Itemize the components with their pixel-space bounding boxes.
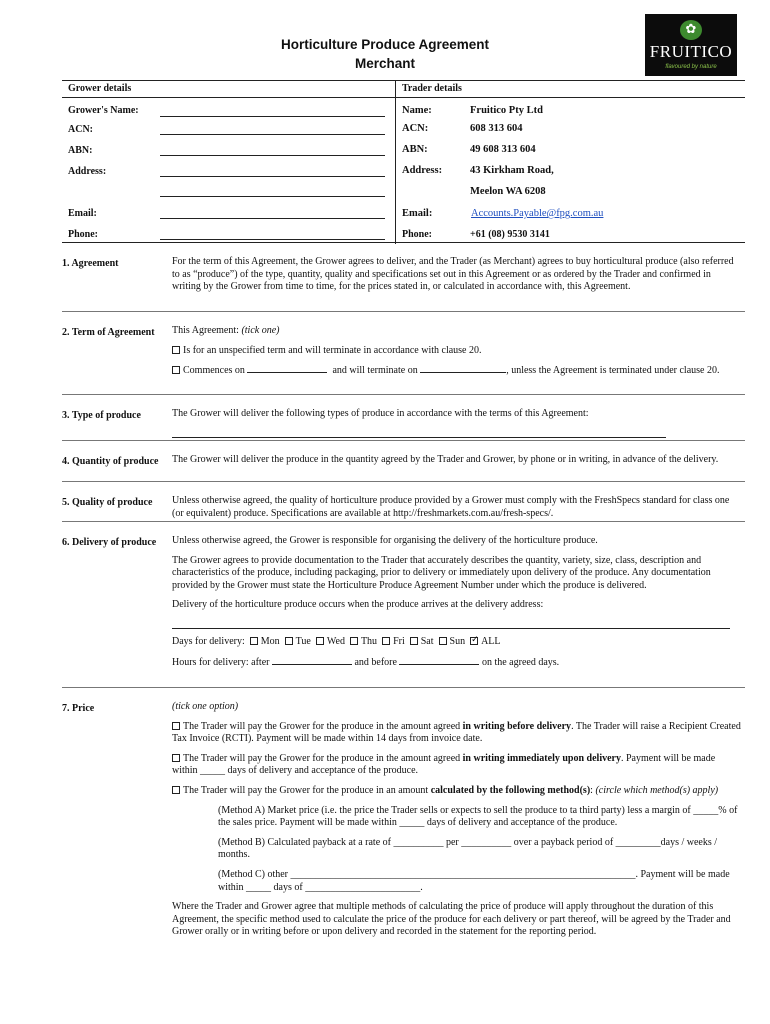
section-body: Unless otherwise agreed, the quality of horticulture produce provided by a Grower must comply with the FreshSpecs standard for class one (or equivalent) produce. Specifications are available at http://freshmarkets.com.au/fresh-specs/.	[172, 495, 730, 519]
grower-address-label: Address:	[68, 166, 107, 177]
fruitico-logo	[645, 14, 737, 76]
section-delivery	[62, 522, 745, 688]
logo-tagline: flavoured by nature	[665, 64, 717, 70]
leaf-icon: ✿	[680, 20, 702, 40]
trader-name-value: Fruitico Pty Ltd	[470, 105, 543, 116]
price-before-delivery-checkbox[interactable]	[172, 722, 180, 730]
day-thu-checkbox[interactable]	[350, 637, 358, 645]
trader-phone-label: Phone:	[402, 229, 432, 240]
term-unspecified-checkbox[interactable]	[172, 346, 180, 354]
day-wed-checkbox[interactable]	[316, 637, 324, 645]
hours-after-field[interactable]	[272, 656, 352, 665]
day-mon-checkbox[interactable]	[250, 637, 258, 645]
document-subtitle: Merchant	[354, 56, 415, 71]
trader-phone-value: +61 (08) 9530 3141	[470, 229, 550, 240]
parties-details-table	[62, 80, 745, 243]
grower-phone-label: Phone:	[68, 229, 98, 240]
grower-address-field-2[interactable]	[160, 196, 385, 197]
trader-address-line1: 43 Kirkham Road,	[470, 165, 554, 176]
trader-abn-value: 49 608 313 604	[470, 144, 536, 155]
trader-email-link[interactable]: Accounts.Payable@fpg.com.au	[471, 208, 604, 219]
section-type-of-produce	[62, 395, 745, 441]
day-sat-checkbox[interactable]	[410, 637, 418, 645]
section-body: For the term of this Agreement, the Grower agrees to deliver, and the Trader (as Merchant) agrees to buy horticultural produce (also referred to as “produce”) of the type, quantity, quality and specifications set out in this Agreement or as ordered by the Trader and confirmed in writing by the Grower from time to time, for the prices stated in, or calculated in accordance with, this Agreement.	[172, 256, 734, 293]
price-calculated-checkbox[interactable]	[172, 786, 180, 794]
produce-type-field[interactable]	[172, 428, 666, 438]
section-body: The Grower will deliver the following types of produce in accordance with the terms of this Agreement:	[172, 408, 742, 445]
grower-acn-field[interactable]	[160, 134, 385, 135]
section-label: 6. Delivery of produce	[62, 537, 157, 548]
trader-address-line2: Meelon WA 6208	[470, 186, 546, 197]
grower-email-field[interactable]	[160, 218, 385, 219]
trader-acn-label: ACN:	[402, 123, 429, 134]
section-label: 7. Price	[62, 703, 95, 714]
trader-abn-label: ABN:	[402, 144, 428, 155]
day-tue-checkbox[interactable]	[285, 637, 293, 645]
price-upon-delivery-checkbox[interactable]	[172, 754, 180, 762]
trader-name-label: Name:	[402, 105, 432, 116]
logo-wordmark: FRUITICO	[649, 42, 733, 61]
section-agreement	[62, 243, 745, 312]
day-all-checkbox[interactable]	[470, 637, 478, 645]
terminate-date-field[interactable]	[420, 364, 506, 373]
section-body: This Agreement: (tick one) Is for an unspecified term and will terminate in accordance with clause 20. Commences on and will terminate on , unless the Agreement is terminated under clause 20.	[172, 325, 720, 377]
grower-name-field[interactable]	[160, 116, 385, 117]
section-body: The Grower will deliver the produce in the quantity agreed by the Trader and Grower, by phone or in writing, in advance of the delivery.	[172, 454, 719, 465]
grower-address-field-1[interactable]	[160, 176, 385, 177]
method-a: (Method A) Market price (i.e. the price the Trader sells or expects to sell the produce to ta third party) less a margin of _____% of the sales price. Payment will be made within _____ days of delivery and acceptance of the produce.	[218, 804, 738, 829]
section-price	[62, 688, 745, 988]
grower-email-label: Email:	[68, 208, 97, 219]
grower-acn-label: ACN:	[68, 124, 93, 135]
document-title: Horticulture Produce Agreement	[280, 37, 490, 52]
trader-email-label: Email:	[402, 208, 433, 219]
section-label: 3. Type of produce	[62, 410, 141, 421]
commence-date-field[interactable]	[247, 364, 327, 373]
grower-abn-field[interactable]	[160, 155, 385, 156]
section-label: 5. Quality of produce	[62, 497, 153, 508]
section-quality	[62, 482, 745, 522]
grower-details-heading: Grower details	[68, 83, 132, 94]
grower-phone-field[interactable]	[160, 239, 385, 240]
trader-details-heading: Trader details	[402, 83, 462, 94]
section-quantity	[62, 441, 745, 482]
section-term	[62, 312, 745, 395]
section-body: (tick one option) The Trader will pay the Grower for the produce in the amount agreed in writing before delivery. The Trader will raise a Recipient Created Tax Invoice (RCTI). Payment will be made within 14 days from invoice date. The Trader will pay the Grower for the produce in the amount agreed in writing immediately upon delivery. Payment will be made within _____ days of delivery and acceptance of the produce. The Trader will pay the Grower for the produce in an amount calculated by the following method(s): (circle which method(s) apply) (Method A) Market price (i.e. the price the Trader sells or expects to sell the produce to ta third party) less a margin of _____% of the sales price. Payment will be made within _____ days of delivery and acceptance of the produce. (Method B) Calculated payback at a rate of __________ per __________ over a payback period of _________days / weeks / months. (Method C) other _____________________________________________________________________. Payment will be made within _____ days of _______________________. Where the Trader and Grower agree that multiple methods of calculating the price of produce will apply throughout the duration of this Agreement, the specific method used to calculate the price of the produce for each delivery or part thereof, will be agreed by the Trader and Grower orally or in writing before or upon delivery and recorded in the statement for the reporting period.	[172, 701, 741, 938]
term-fixed-checkbox[interactable]	[172, 366, 180, 374]
trader-acn-value: 608 313 604	[470, 123, 523, 134]
section-label: 1. Agreement	[62, 258, 119, 269]
grower-name-label: Grower's Name:	[68, 105, 139, 116]
day-fri-checkbox[interactable]	[382, 637, 390, 645]
method-b: (Method B) Calculated payback at a rate of __________ per __________ over a payback period of _________days / weeks / months.	[218, 836, 718, 861]
document-header	[0, 0, 770, 80]
hours-before-field[interactable]	[399, 656, 479, 665]
section-body: Unless otherwise agreed, the Grower is responsible for organising the delivery of the horticulture produce. The Grower agrees to provide documentation to the Trader that accurately describes the quantity, variety, size, class, description and characteristics of the produce, including packaging, prior to delivery or immediately upon delivery of the produce. Any documentation provided by the Grower must state the Horticulture Produce Agreement Number under which the produce is delivered. Delivery of the horticulture produce occurs when the produce arrives at the delivery address: Days for delivery: Mon Tue Wed Thu Fri Sat Sun ✓ ALL Hours for delivery: after and before on the agreed days.	[172, 535, 742, 676]
section-label: 2. Term of Agreement	[62, 327, 155, 338]
day-sun-checkbox[interactable]	[439, 637, 447, 645]
price-closing-paragraph: Where the Trader and Grower agree that multiple methods of calculating the price of produce will apply throughout the duration of this Agreement, the specific method used to calculate the price of the produce for each delivery or part thereof, will be agreed by the Trader and Grower orally or in writing before or upon delivery and recorded in the statement for the reporting period.	[172, 901, 731, 938]
grower-abn-label: ABN:	[68, 145, 93, 156]
method-c: (Method C) other _____________________________________________________________________. Payment will be made within _____ days of _______________________.	[218, 868, 730, 893]
delivery-address-field[interactable]	[172, 619, 730, 629]
section-label: 4. Quantity of produce	[62, 456, 159, 467]
trader-address-label: Address:	[402, 165, 443, 176]
